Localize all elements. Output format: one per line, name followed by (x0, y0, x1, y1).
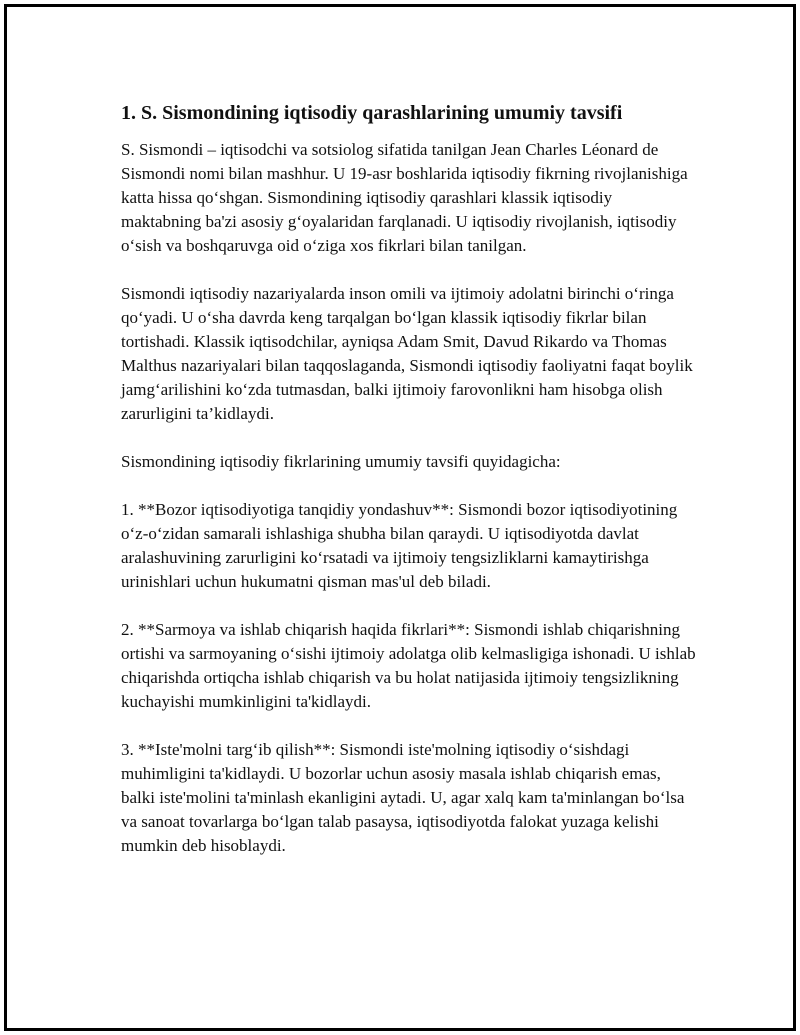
list-item-capital-production: 2. **Sarmoya va ishlab chiqarish haqida fikrlari**: Sismondi ishlab chiqarishning ortishi va sarmoyaning o‘sishi ijtimoiy adolatga olib kelmasligiga ishonadi. U ishlab chiqarishda ortiqcha ishlab chiqarish va bu holat natijasida ijtimoiy tengsizlikning kuchayishi mumkinligini ta'kidlaydi. (121, 620, 696, 711)
paragraph-intro: S. Sismondi – iqtisodchi va sotsiolog sifatida tanilgan Jean Charles Léonard de Sismondi nomi bilan mashhur. U 19-asr boshlarida iqtisodiy fikrning rivojlanishiga katta hissa qo‘shgan. Sismondining iqtisodiy qarashlari klassik iqtisodiy maktabning ba'zi asosiy g‘oyalaridan farqlanadi. U iqtisodiy rivojlanish, iqtisodiy o‘sish va boshqaruvga oid o‘ziga xos fikrlari bilan tanilgan. (121, 140, 688, 255)
paragraph-human-factor: Sismondi iqtisodiy nazariyalarda inson omili va ijtimoiy adolatni birinchi o‘ringa qo‘yadi. U o‘sha davrda keng tarqalgan bo‘lgan klassik iqtisodiy fikrlar bilan tortishadi. Klassik iqtisodchilar, ayniqsa Adam Smit, Davud Rikardo va Thomas Malthus nazariyalari bilan taqqoslaganda, Sismondi iqtisodiy faoliyatni faqat boylik jamg‘arilishini ko‘zda tutmasdan, balki ijtimoiy farovonlikni ham hisobga olish zarurligini ta’kidlaydi. (121, 284, 693, 423)
list-item-market-critique: 1. **Bozor iqtisodiyotiga tanqidiy yondashuv**: Sismondi bozor iqtisodiyotining o‘z-o‘zidan samarali ishlashiga shubha bilan qaraydi. U iqtisodiyotda davlat aralashuvining zarurligini ko‘rsatadi va ijtimoiy tengsizliklarni kamaytirishga urinishlari uchun hukumatni qisman mas'ul deb biladi. (121, 500, 678, 591)
list-item-consumption: 3. **Iste'molni targ‘ib qilish**: Sismondi iste'molning iqtisodiy o‘sishdagi muhimligini ta'kidlaydi. U bozorlar uchun asosiy masala ishlab chiqarish emas, balki iste'molini ta'minlash ekanligini aytadi. U, agar xalq kam ta'minlangan bo‘lsa va sanoat tovarlarga bo‘lgan talab pasaysa, iqtisodiyotda falokat yuzaga kelishi mumkin deb hisoblaydi. (121, 740, 685, 855)
document-body (121, 100, 696, 882)
page-frame (4, 4, 796, 1031)
document-title: 1. S. Sismondining iqtisodiy qarashlarining umumiy tavsifi (121, 102, 623, 124)
paragraph-summary-lead: Sismondining iqtisodiy fikrlarining umumiy tavsifi quyidagicha: (121, 452, 561, 471)
